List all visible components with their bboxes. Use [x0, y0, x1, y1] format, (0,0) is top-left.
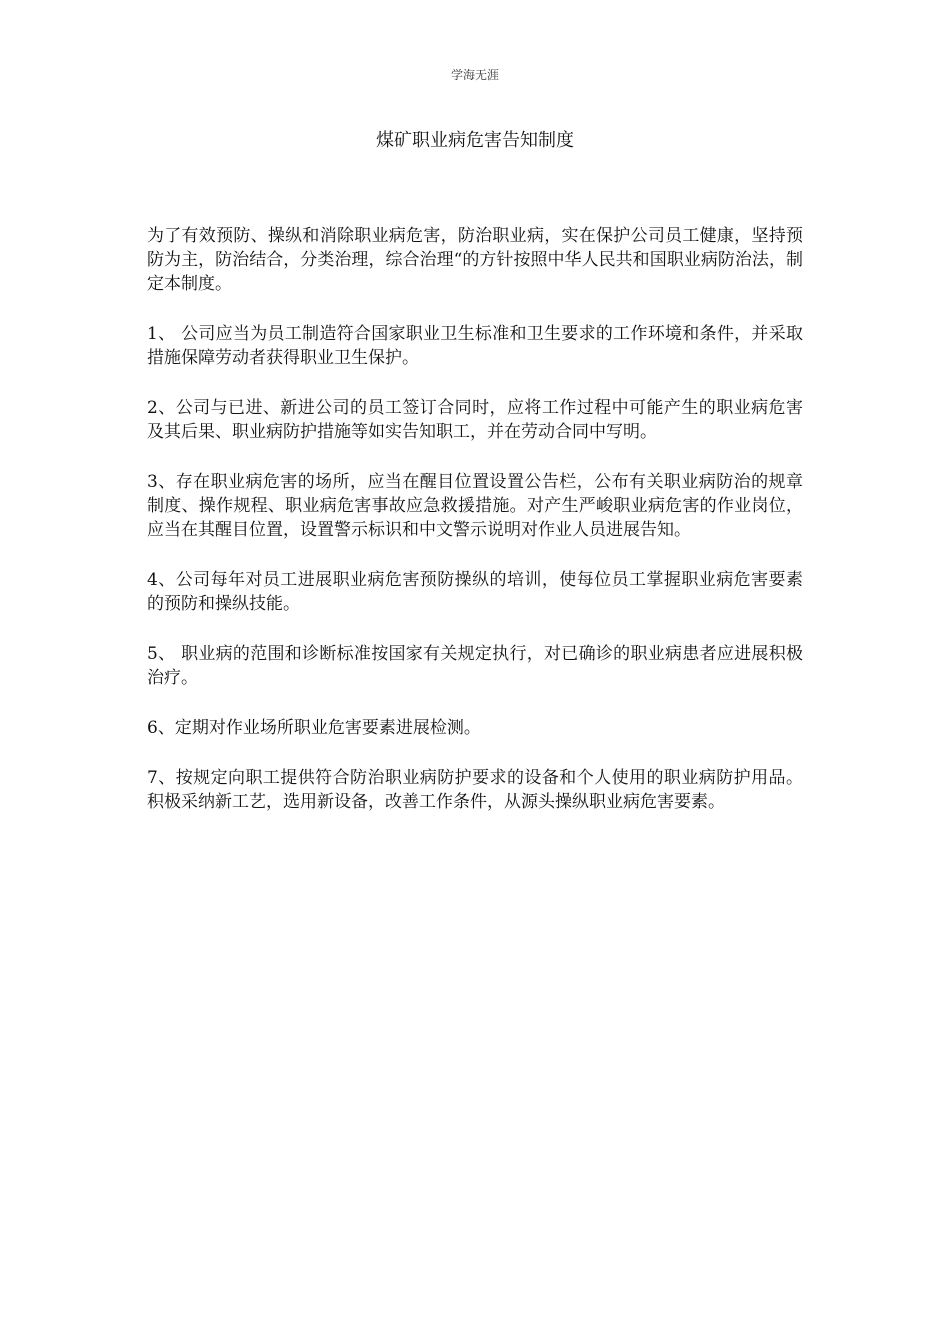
clause-4: 4、公司每年对员工进展职业病危害预防操纵的培训，使每位员工掌握职业病危害要素的预防和操纵技能。 [147, 570, 803, 614]
clause-3: 3、存在职业病危害的场所，应当在醒目位置设置公告栏，公布有关职业病防治的规章制度、操作规程、职业病危害事故应急救援措施。对产生严峻职业病危害的作业岗位，应当在其醒目位置，设置警示标识和中文警示说明对作业人员进展告知。 [147, 472, 803, 540]
document-body [147, 224, 803, 840]
clause-2: 2、公司与已进、新进公司的员工签订合同时，应将工作过程中可能产生的职业病危害及其后果、职业病防护措施等如实告知职工，并在劳动合同中写明。 [147, 398, 803, 442]
clause-1: 1、 公司应当为员工制造符合国家职业卫生标准和卫生要求的工作环境和条件，并采取措施保障劳动者获得职业卫生保护。 [147, 324, 803, 368]
intro-paragraph: 为了有效预防、操纵和消除职业病危害，防治职业病，实在保护公司员工健康，坚持预防为主，防治结合，分类治理，综合治理“的方针按照中华人民共和国职业病防治法，制定本制度。 [147, 226, 803, 294]
clause-5: 5、 职业病的范围和诊断标准按国家有关规定执行，对已确诊的职业病患者应进展积极治疗。 [147, 644, 803, 688]
document-title: 煤矿职业病危害告知制度 [376, 130, 574, 151]
clause-7: 7、按规定向职工提供符合防治职业病防护要求的设备和个人使用的职业病防护用品。积极采纳新工艺，选用新设备，改善工作条件，从源头操纵职业病危害要素。 [147, 768, 803, 812]
page-header: 学海无涯 [450, 68, 499, 82]
clause-6: 6、定期对作业场所职业危害要素进展检测。 [147, 718, 481, 738]
